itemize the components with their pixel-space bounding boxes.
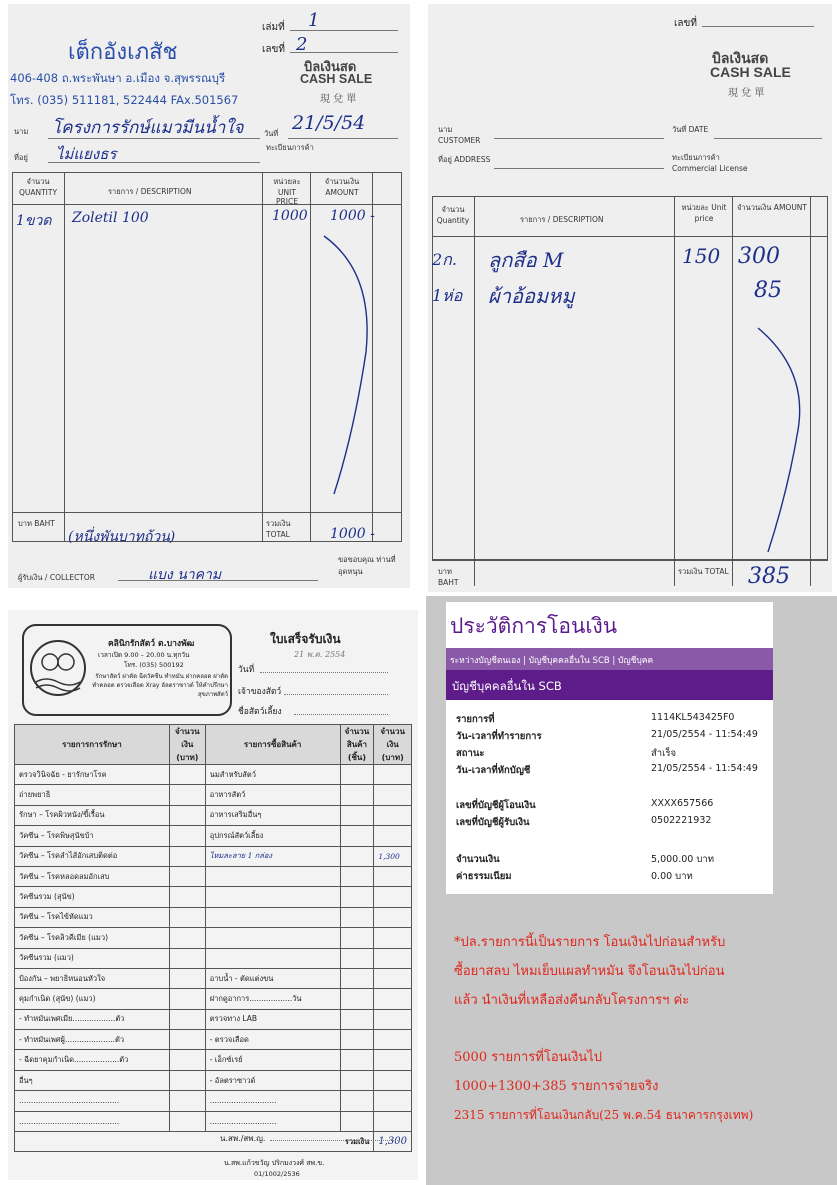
thanks-text: ขอขอบคุณ ท่านที่อุดหนุน (338, 555, 396, 576)
col-amount: จำนวนเงิน AMOUNT (737, 203, 807, 212)
bill-title-en: CASH SALE (300, 72, 373, 86)
product-cell: นมสำหรับสัตว์ (205, 765, 340, 785)
treatment-cell: รักษา – โรคผิวหนัง/ขี้เรื้อน (15, 805, 170, 825)
treatment-cell: วัคซีนรวม (แมว) (15, 948, 170, 968)
treatment-amount-cell (169, 907, 205, 927)
treatment-amount-cell (169, 866, 205, 886)
table-row (15, 785, 412, 805)
detail-label: เลขที่บัญชีผู้โอนเงิน (456, 800, 536, 811)
receipt-number: 2 (296, 34, 308, 55)
owner-label: เจ้าของสัตว์ (238, 687, 282, 697)
treatment-amount-cell (169, 805, 205, 825)
product-cell: อาหารเสริมอื่นๆ (205, 805, 340, 825)
table-row (15, 948, 412, 968)
summary-transferred: 5000 รายการที่โอนเงินไป (454, 1050, 602, 1065)
product-unit-cell (340, 765, 374, 785)
account-tabs[interactable]: ระหว่างบัญชีตนเอง | บัญชีบุคคลอื่นใน SCB | บัญชีบุคค (446, 648, 773, 670)
col-money: จำนวนเงิน (บาท) (374, 725, 412, 765)
total-label: รวมเงิน (15, 1132, 374, 1152)
bill-title-cn: 現 兌 單 (728, 88, 765, 99)
product-unit-cell (340, 846, 374, 866)
total-value: 1,300 (374, 1132, 412, 1152)
table-row (15, 887, 412, 907)
product-unit-cell (340, 1030, 374, 1050)
detail-value: XXXX657566 (651, 798, 714, 809)
bill-title-en: CASH SALE (710, 64, 791, 80)
treatment-amount-cell (169, 1070, 205, 1090)
product-money-cell (374, 989, 412, 1009)
col-qty: จำนวน Quantity (436, 205, 470, 225)
product-cell (205, 948, 340, 968)
product-cell: - เอ็กซ์เรย์ (205, 1050, 340, 1070)
product-unit-cell (340, 785, 374, 805)
detail-label: จำนวนเงิน (456, 854, 500, 865)
product-money-cell (374, 785, 412, 805)
total-label: รวมเงิน TOTAL (678, 567, 729, 576)
bill-title-cn: 現 兌 單 (320, 94, 357, 105)
table-row (15, 1070, 412, 1090)
clinic-name: คลินิกรักสัตว์ ต.บางพัฒ (108, 639, 195, 649)
receipt-cash-sale-2: เลขที่ บิลเงินสด CASH SALE 現 兌 單 นาม CUSTOMER วันที่ DATE ที่อยู่ ADDRESS ทะเบียนการค้า Commercial License จำนวน Quantity รายการ / DESCRIPTION หน่วยละ Unit price จำนวนเงิน AMOUNT 2ก. ลูกสือ M 150 300 1ห่อ ผ้าอ้อมหมู 85 บาท BAHT รวมเงิน TOTAL 385 (428, 4, 832, 592)
product-unit-cell (340, 1009, 374, 1029)
treatment-amount-cell (169, 846, 205, 866)
license-label: ทะเบียนการค้า Commercial License (672, 153, 748, 173)
detail-label: เลขที่บัญชีผู้รับเงิน (456, 817, 530, 828)
sign-label: น.สพ./สพ.ญ. (220, 1134, 266, 1143)
date-label: วันที่ (264, 129, 279, 138)
product-cell (205, 887, 340, 907)
col-amount: จำนวนเงิน AMOUNT (324, 177, 360, 197)
product-unit-cell (340, 968, 374, 988)
treatment-cell: .......................................... (15, 1111, 170, 1131)
treatment-cell: อื่นๆ (15, 1070, 170, 1090)
product-unit-cell (340, 826, 374, 846)
product-cell: ............................ (205, 1111, 340, 1131)
address-label: ที่อยู่ (14, 153, 28, 162)
clinic-logo-icon (28, 632, 88, 708)
treatment-amount-cell (169, 765, 205, 785)
detail-value: 0.00 บาท (651, 871, 693, 882)
item-qty: 1ขวด (16, 213, 52, 229)
table-row (15, 907, 412, 927)
receipt-title: ใบเสร็จรับเงิน (270, 632, 341, 646)
detail-value: 1114KL543425F0 (651, 712, 735, 723)
void-stroke (314, 232, 384, 502)
treatment-cell: วัคซีน – โรคลิวคีเมีย (แมว) (15, 928, 170, 948)
customer-label: นาม (14, 127, 29, 136)
product-money-cell (374, 1091, 412, 1111)
detail-value: 21/05/2554 - 11:54:49 (651, 763, 758, 774)
detail-value: 0502221932 (651, 815, 712, 826)
shop-address: 406-408 ถ.พระพันษา อ.เมือง จ.สุพรรณบุรี (10, 71, 226, 85)
product-money-cell (374, 907, 412, 927)
treatment-cell: - ทำหมันเพศผู้.....................ตัว (15, 1030, 170, 1050)
col-desc: รายการ / DESCRIPTION (520, 215, 604, 224)
product-cell: ............................ (205, 1091, 340, 1111)
product-cell: อาหารสัตว์ (205, 785, 340, 805)
transfer-subtitle: บัญชีบุคคลอื่นใน SCB (446, 670, 773, 700)
date-value: 21 พ.ค. 2554 (294, 650, 346, 659)
treatment-cell: ป้องกัน – พยาธิหนอนหัวใจ (15, 968, 170, 988)
services-table (14, 724, 412, 1152)
treatment-amount-cell (169, 1009, 205, 1029)
detail-value: สำเร็จ (651, 748, 677, 759)
treatment-amount-cell (169, 1050, 205, 1070)
detail-value: 21/05/2554 - 11:54:49 (651, 729, 758, 740)
table-row (15, 1009, 412, 1029)
bank-transfer-panel (426, 596, 837, 1185)
product-cell: ฝากดูอาการ..................วัน (205, 989, 340, 1009)
bill-title-th: บิลเงินสด (712, 51, 769, 67)
license-label: ทะเบียนการค้า (266, 143, 314, 152)
detail-label: สถานะ (456, 748, 485, 759)
table-row (15, 1091, 412, 1111)
treatment-amount-cell (169, 948, 205, 968)
treatment-cell: ตรวจวินิจฉัย - ยารักษาโรค (15, 765, 170, 785)
treatment-cell: - ฉีดยาคุมกำเนิด...................ตัว (15, 1050, 170, 1070)
product-money-cell (374, 805, 412, 825)
detail-label: วัน-เวลาที่ทำรายการ (456, 731, 542, 742)
product-unit-cell (340, 907, 374, 927)
table-row (15, 1030, 412, 1050)
collector-signature: แบง นาคาม (148, 567, 222, 583)
treatment-cell: - ทำหมันเพศเมีย..................ตัว (15, 1009, 170, 1029)
receipt-tekang-pharmacy (8, 4, 410, 588)
remark-note (454, 928, 834, 1130)
treatment-amount-cell (169, 887, 205, 907)
product-money-cell (374, 1030, 412, 1050)
product-unit-cell (340, 805, 374, 825)
treatment-cell: คุมกำเนิด (สุนัข) (แมว) (15, 989, 170, 1009)
treatment-cell: .......................................... (15, 1091, 170, 1111)
signer-name: น.สพ.แก้วขวัญ ปริกมงวงศ์ สพ.ข. (224, 1159, 325, 1167)
table-row (15, 989, 412, 1009)
product-cell: ตรวจทาง LAB (205, 1009, 340, 1029)
treatment-cell: วัคซีนรวม (สุนัข) (15, 887, 170, 907)
shop-name: เต็กอังเภสัช (68, 40, 178, 65)
table-row (15, 928, 412, 948)
transfer-history-title: ประวัติการโอนเงิน (450, 614, 618, 638)
product-cell: อาบน้ำ - ตัดแต่งขน (205, 968, 340, 988)
bill-title-th: บิลเงินสด (304, 60, 357, 75)
date-label: วันที่ (238, 665, 255, 675)
collector-label: ผู้รับเงิน / COLLECTOR (18, 573, 95, 582)
treatment-cell: วัคซีน – โรคพิษสุนัขบ้า (15, 826, 170, 846)
col-product: รายการซื้อสินค้า (205, 725, 340, 765)
treatment-amount-cell (169, 785, 205, 805)
clinic-services: รักษาสัตว์ ผ่าตัด ฉีดวัคซีน ทำหมัน ฝากคลอด ผ่าตัดทำคลอด ตรวจเลือด Xray อัลตราซาวด์ ให้คำปรึกษาสุขภาพสัตว์ (92, 673, 228, 698)
product-money-cell (374, 765, 412, 785)
remark-line: *ปล.รายการนี้เป็นรายการ โอนเงินไปก่อนสำหรับ (454, 935, 726, 950)
baht-words: (หนึ่งพันบาทถ้วน) (68, 529, 176, 545)
summary-returned: 2315 รายการที่โอนเงินกลับ(25 พ.ค.54 ธนาคารกรุงเทพ) (454, 1108, 754, 1122)
table-row (15, 826, 412, 846)
detail-label: ค่าธรรมเนียม (456, 871, 512, 882)
treatment-cell: วัคซีน – โรคลำไส้อักเสบติดต่อ (15, 846, 170, 866)
receipt-animal-clinic (8, 610, 418, 1180)
address-label: ที่อยู่ ADDRESS (438, 155, 491, 164)
product-unit-cell (340, 1070, 374, 1090)
date-value: 21/5/54 (292, 112, 366, 134)
remark-line: ซื้อยาสลบ ไหมเย็บแผลทำหมัน จึงโอนเงินไปก่อน (454, 964, 725, 979)
treatment-amount-cell (169, 928, 205, 948)
product-unit-cell (340, 866, 374, 886)
product-unit-cell (340, 887, 374, 907)
detail-value: 5,000.00 บาท (651, 854, 714, 865)
table-row (15, 968, 412, 988)
product-unit-cell (340, 928, 374, 948)
address-value: ไม่แยงธร (56, 145, 117, 163)
baht-label: บาท BAHT (438, 567, 459, 587)
product-money-cell (374, 1070, 412, 1090)
product-cell (205, 907, 340, 927)
col-desc: รายการ / DESCRIPTION (108, 187, 192, 196)
product-unit-cell (340, 1091, 374, 1111)
baht-label: บาท BAHT (18, 519, 55, 528)
date-label: วันที่ DATE (672, 125, 709, 134)
item-price: 1000 (272, 208, 308, 224)
doc-code: 01/1002/2536 (254, 1170, 300, 1178)
clinic-hours: เวลาเปิด 9.00 – 20.00 น.ทุกวัน (98, 651, 190, 659)
col-unit: จำนวนสินค้า (ชิ้น) (340, 725, 374, 765)
treatment-cell: วัคซีน – โรคไข้หัดแมว (15, 907, 170, 927)
product-money-cell (374, 948, 412, 968)
table-row (15, 866, 412, 886)
void-stroke (728, 320, 818, 560)
total-value: 1000 - (330, 526, 375, 542)
customer-label: นาม CUSTOMER (438, 125, 481, 145)
product-money-cell (374, 826, 412, 846)
col-price: หน่วยละ Unit price (681, 203, 727, 223)
total-value: 385 (748, 564, 790, 589)
col-qty: จำนวน QUANTITY (18, 177, 58, 197)
total-label: รวมเงิน TOTAL (266, 519, 291, 539)
product-cell (205, 928, 340, 948)
product-money-cell (374, 1111, 412, 1131)
col-treatment: รายการการรักษา (15, 725, 170, 765)
product-money-cell (374, 1009, 412, 1029)
treatment-amount-cell (169, 989, 205, 1009)
product-cell (205, 866, 340, 886)
product-cell: อุปกรณ์สัตว์เลี้ยง (205, 826, 340, 846)
product-money-cell (374, 968, 412, 988)
treatment-amount-cell (169, 1091, 205, 1111)
table-row (15, 846, 412, 866)
table-row (15, 1111, 412, 1131)
product-money-cell (374, 1050, 412, 1070)
number-label: เลขที่ (674, 18, 697, 29)
treatment-amount-cell (169, 826, 205, 846)
table-row (15, 765, 412, 785)
customer-value: โครงการรักษ์แมวมีนน้ำใจ (52, 118, 244, 138)
shop-phone: โทร. (035) 511181, 522444 FAx.501567 (10, 93, 239, 107)
treatment-amount-cell (169, 968, 205, 988)
detail-label: รายการที่ (456, 714, 495, 725)
handwritten-item: ไหมละลาย 1 กล่อง (205, 846, 340, 866)
item-amount: 1000 - (330, 208, 375, 224)
product-money-cell (374, 866, 412, 886)
book-label: เล่มที่ (262, 22, 285, 33)
book-number: 1 (308, 10, 320, 31)
product-money-cell (374, 928, 412, 948)
treatment-cell: ถ่ายพยาธิ (15, 785, 170, 805)
product-money-cell (374, 887, 412, 907)
treatment-amount-cell (169, 1111, 205, 1131)
product-cell: - ตรวจเลือด (205, 1030, 340, 1050)
item-desc: Zoletil 100 (72, 210, 149, 226)
table-row (15, 1050, 412, 1070)
product-cell: - อัลตราซาวด์ (205, 1070, 340, 1090)
col-amount: จำนวนเงิน (บาท) (169, 725, 205, 765)
product-unit-cell (340, 948, 374, 968)
transfer-history-slip (446, 602, 773, 894)
product-unit-cell (340, 1111, 374, 1131)
number-label: เลขที่ (262, 44, 285, 55)
clinic-phone: โทร. (035) 500192 (124, 661, 184, 669)
table-row (15, 805, 412, 825)
summary-spent: 1000+1300+385 รายการจ่ายจริง (454, 1079, 659, 1094)
detail-label: วัน-เวลาที่หักบัญชี (456, 765, 531, 776)
handwritten-amount: 1,300 (374, 846, 412, 866)
remark-line: แล้ว นำเงินที่เหลือส่งคืนกลับโครงการฯ ค่ะ (454, 993, 690, 1008)
treatment-amount-cell (169, 1030, 205, 1050)
product-unit-cell (340, 1050, 374, 1070)
pet-label: ชื่อสัตว์เลี้ยง (238, 707, 282, 717)
treatment-cell: วัคซีน – โรคหลอดลมอักเสบ (15, 866, 170, 886)
product-unit-cell (340, 989, 374, 1009)
col-price: หน่วยละ UNIT PRICE (273, 177, 301, 206)
